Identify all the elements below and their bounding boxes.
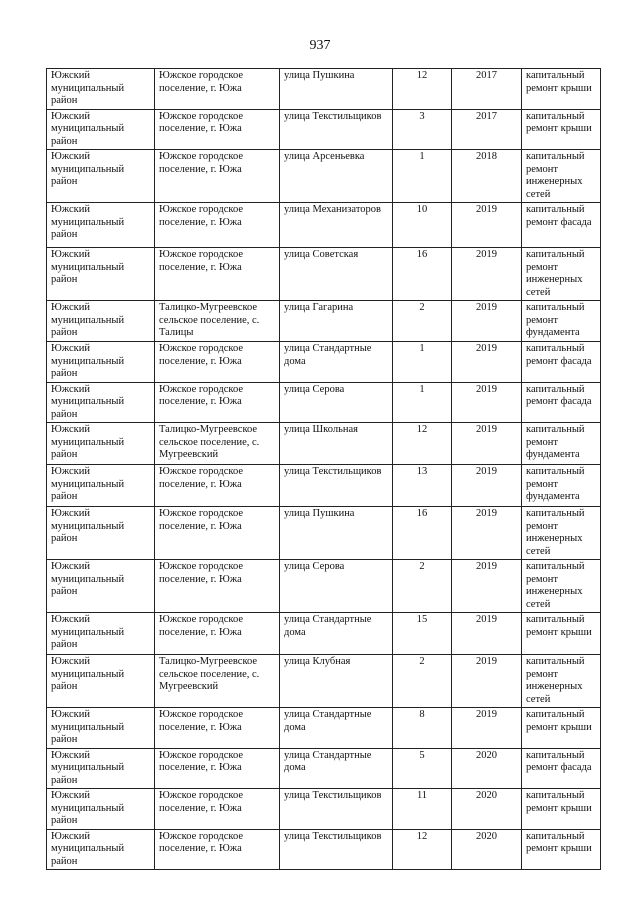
house-number-cell: 16	[393, 248, 452, 301]
house-number-cell: 1	[393, 342, 452, 383]
housing-repair-table	[46, 68, 601, 870]
settlement-cell: Талицко-Мугреевское сельское поселение, с. Талицы	[155, 301, 280, 342]
house-number-cell: 3	[393, 109, 452, 150]
table-row	[47, 301, 601, 342]
district-cell: Южский муниципальный район	[47, 203, 155, 248]
district-cell: Южский муниципальный район	[47, 789, 155, 830]
work-type-cell: капитальный ремонт фасада	[522, 382, 601, 423]
table-row	[47, 423, 601, 465]
year-cell: 2019	[452, 708, 522, 749]
house-number-cell: 1	[393, 382, 452, 423]
house-number-cell: 13	[393, 465, 452, 507]
work-type-cell: капитальный ремонт инженерных сетей	[522, 655, 601, 708]
district-cell: Южский муниципальный район	[47, 655, 155, 708]
district-cell: Южский муниципальный район	[47, 109, 155, 150]
street-cell: улица Стандартные дома	[280, 613, 393, 655]
house-number-cell: 11	[393, 789, 452, 830]
year-cell: 2019	[452, 203, 522, 248]
settlement-cell: Южское городское поселение, г. Южа	[155, 342, 280, 383]
district-cell: Южский муниципальный район	[47, 248, 155, 301]
year-cell: 2020	[452, 748, 522, 789]
street-cell: улица Текстильщиков	[280, 789, 393, 830]
district-cell: Южский муниципальный район	[47, 507, 155, 560]
table-row	[47, 150, 601, 203]
street-cell: улица Школьная	[280, 423, 393, 465]
street-cell: улица Текстильщиков	[280, 109, 393, 150]
district-cell: Южский муниципальный район	[47, 69, 155, 110]
year-cell: 2020	[452, 789, 522, 830]
street-cell: улица Стандартные дома	[280, 342, 393, 383]
table-row	[47, 507, 601, 560]
table-body	[47, 69, 601, 870]
district-cell: Южский муниципальный район	[47, 748, 155, 789]
year-cell: 2019	[452, 507, 522, 560]
settlement-cell: Южское городское поселение, г. Южа	[155, 613, 280, 655]
work-type-cell: капитальный ремонт крыши	[522, 109, 601, 150]
table-row	[47, 342, 601, 383]
settlement-cell: Талицко-Мугреевское сельское поселение, с. Мугреевский	[155, 423, 280, 465]
work-type-cell: капитальный ремонт крыши	[522, 69, 601, 110]
table-row	[47, 69, 601, 110]
settlement-cell: Южское городское поселение, г. Южа	[155, 248, 280, 301]
district-cell: Южский муниципальный район	[47, 560, 155, 613]
settlement-cell: Талицко-Мугреевское сельское поселение, с. Мугреевский	[155, 655, 280, 708]
year-cell: 2018	[452, 150, 522, 203]
settlement-cell: Южское городское поселение, г. Южа	[155, 829, 280, 870]
work-type-cell: капитальный ремонт инженерных сетей	[522, 248, 601, 301]
work-type-cell: капитальный ремонт инженерных сетей	[522, 150, 601, 203]
street-cell: улица Серова	[280, 382, 393, 423]
work-type-cell: капитальный ремонт фасада	[522, 342, 601, 383]
work-type-cell: капитальный ремонт инженерных сетей	[522, 507, 601, 560]
year-cell: 2019	[452, 342, 522, 383]
work-type-cell: капитальный ремонт крыши	[522, 708, 601, 749]
house-number-cell: 5	[393, 748, 452, 789]
settlement-cell: Южское городское поселение, г. Южа	[155, 69, 280, 110]
table-row	[47, 203, 601, 248]
year-cell: 2019	[452, 613, 522, 655]
house-number-cell: 12	[393, 423, 452, 465]
settlement-cell: Южское городское поселение, г. Южа	[155, 560, 280, 613]
house-number-cell: 1	[393, 150, 452, 203]
street-cell: улица Текстильщиков	[280, 829, 393, 870]
district-cell: Южский муниципальный район	[47, 342, 155, 383]
table-row	[47, 789, 601, 830]
house-number-cell: 8	[393, 708, 452, 749]
table-row	[47, 708, 601, 749]
house-number-cell: 12	[393, 69, 452, 110]
work-type-cell: капитальный ремонт фундамента	[522, 301, 601, 342]
year-cell: 2020	[452, 829, 522, 870]
house-number-cell: 12	[393, 829, 452, 870]
work-type-cell: капитальный ремонт крыши	[522, 789, 601, 830]
district-cell: Южский муниципальный район	[47, 613, 155, 655]
table-row	[47, 613, 601, 655]
settlement-cell: Южское городское поселение, г. Южа	[155, 789, 280, 830]
house-number-cell: 2	[393, 301, 452, 342]
settlement-cell: Южское городское поселение, г. Южа	[155, 708, 280, 749]
page-number: 937	[309, 38, 331, 53]
house-number-cell: 2	[393, 655, 452, 708]
house-number-cell: 15	[393, 613, 452, 655]
table-row	[47, 829, 601, 870]
street-cell: улица Клубная	[280, 655, 393, 708]
settlement-cell: Южское городское поселение, г. Южа	[155, 465, 280, 507]
street-cell: улица Пушкина	[280, 69, 393, 110]
street-cell: улица Стандартные дома	[280, 748, 393, 789]
district-cell: Южский муниципальный район	[47, 301, 155, 342]
year-cell: 2019	[452, 465, 522, 507]
table-row	[47, 382, 601, 423]
settlement-cell: Южское городское поселение, г. Южа	[155, 507, 280, 560]
settlement-cell: Южское городское поселение, г. Южа	[155, 150, 280, 203]
table-row	[47, 748, 601, 789]
work-type-cell: капитальный ремонт фасада	[522, 203, 601, 248]
street-cell: улица Пушкина	[280, 507, 393, 560]
settlement-cell: Южское городское поселение, г. Южа	[155, 203, 280, 248]
year-cell: 2017	[452, 109, 522, 150]
street-cell: улица Гагарина	[280, 301, 393, 342]
house-number-cell: 10	[393, 203, 452, 248]
district-cell: Южский муниципальный район	[47, 382, 155, 423]
settlement-cell: Южское городское поселение, г. Южа	[155, 748, 280, 789]
house-number-cell: 16	[393, 507, 452, 560]
work-type-cell: капитальный ремонт крыши	[522, 829, 601, 870]
work-type-cell: капитальный ремонт фасада	[522, 748, 601, 789]
year-cell: 2019	[452, 382, 522, 423]
table-row	[47, 248, 601, 301]
street-cell: улица Механизаторов	[280, 203, 393, 248]
year-cell: 2017	[452, 69, 522, 110]
street-cell: улица Советская	[280, 248, 393, 301]
year-cell: 2019	[452, 560, 522, 613]
year-cell: 2019	[452, 655, 522, 708]
work-type-cell: капитальный ремонт фундамента	[522, 423, 601, 465]
street-cell: улица Серова	[280, 560, 393, 613]
district-cell: Южский муниципальный район	[47, 708, 155, 749]
district-cell: Южский муниципальный район	[47, 829, 155, 870]
year-cell: 2019	[452, 248, 522, 301]
table-row	[47, 560, 601, 613]
table-row	[47, 109, 601, 150]
work-type-cell: капитальный ремонт фундамента	[522, 465, 601, 507]
table-row	[47, 465, 601, 507]
settlement-cell: Южское городское поселение, г. Южа	[155, 109, 280, 150]
district-cell: Южский муниципальный район	[47, 423, 155, 465]
district-cell: Южский муниципальный район	[47, 150, 155, 203]
street-cell: улица Текстильщиков	[280, 465, 393, 507]
table-row	[47, 655, 601, 708]
settlement-cell: Южское городское поселение, г. Южа	[155, 382, 280, 423]
work-type-cell: капитальный ремонт крыши	[522, 613, 601, 655]
street-cell: улица Стандартные дома	[280, 708, 393, 749]
street-cell: улица Арсеньевка	[280, 150, 393, 203]
year-cell: 2019	[452, 423, 522, 465]
district-cell: Южский муниципальный район	[47, 465, 155, 507]
house-number-cell: 2	[393, 560, 452, 613]
work-type-cell: капитальный ремонт инженерных сетей	[522, 560, 601, 613]
year-cell: 2019	[452, 301, 522, 342]
